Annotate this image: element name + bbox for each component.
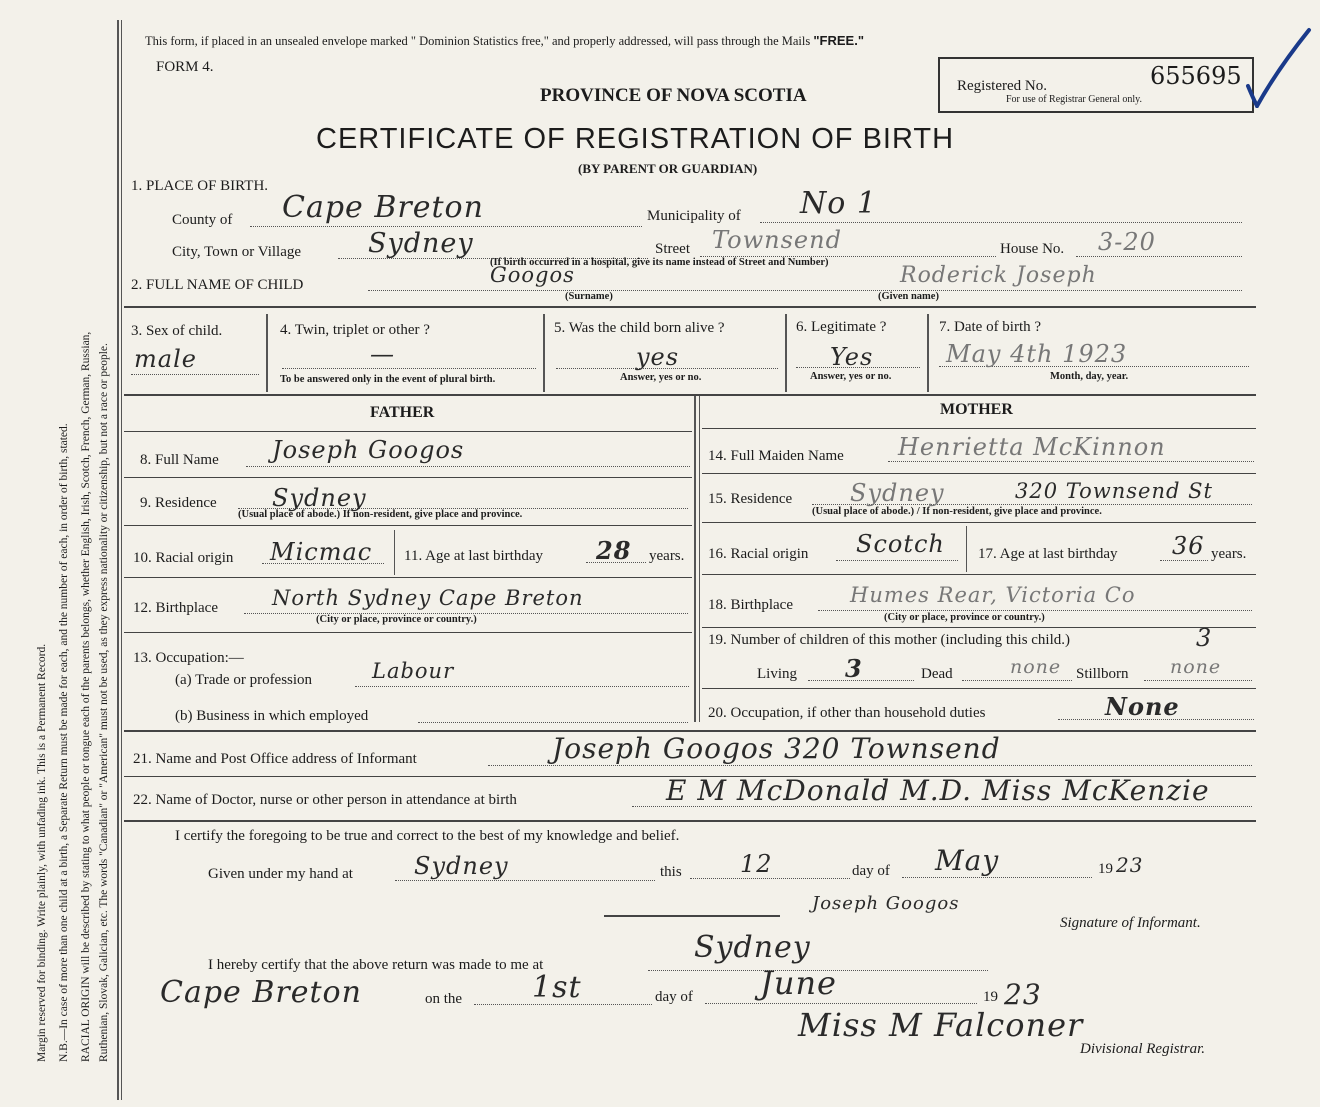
mother-residence-note: (Usual place of abode.) / If non-resident, give place and province. <box>812 506 1102 517</box>
twin-value: — <box>370 340 395 368</box>
legitimate-value: Yes <box>830 343 874 371</box>
dob-note: Month, day, year. <box>1050 371 1129 382</box>
municipality-label: Municipality of <box>647 208 741 224</box>
mother-residence-address: 320 Townsend St <box>1015 479 1213 503</box>
mother-children-value: 3 <box>1196 624 1213 652</box>
father-years-label: years. <box>649 548 685 564</box>
registrar-dayof-label: day of <box>655 989 693 1005</box>
living-label: Living <box>757 666 797 682</box>
doctor-value: E M McDonald M.D. Miss McKenzie <box>666 774 1210 807</box>
born-alive-value: yes <box>636 343 680 371</box>
county-label: County of <box>172 212 233 228</box>
stillborn-value: none <box>1170 656 1222 678</box>
father-name-label: 8. Full Name <box>140 452 219 468</box>
stillborn-label: Stillborn <box>1076 666 1129 682</box>
dob-label: 7. Date of birth ? <box>939 319 1042 335</box>
mother-years-label: years. <box>1211 546 1247 562</box>
father-residence-value: Sydney <box>272 484 367 512</box>
mother-age-value: 36 <box>1172 532 1205 560</box>
mother-name-value: Henrietta McKinnon <box>898 433 1166 461</box>
certificate-title: CERTIFICATE OF REGISTRATION OF BIRTH <box>316 123 955 155</box>
city-label: City, Town or Village <box>172 244 302 260</box>
form-number: FORM 4. <box>156 59 214 75</box>
father-birthplace-note: (City or place, province or country.) <box>316 614 477 625</box>
registrar-month-value: June <box>760 964 837 1002</box>
child-given-label: (Given name) <box>878 291 939 302</box>
mother-occupation-value: None <box>1105 692 1180 721</box>
legitimate-label: 6. Legitimate ? <box>796 319 887 335</box>
sex-label: 3. Sex of child. <box>131 323 223 339</box>
mother-children-label: 19. Number of children of this mother (including this child.) <box>708 632 1071 648</box>
registered-no-label: Registered No. <box>957 78 1047 94</box>
born-alive-label: 5. Was the child born alive ? <box>554 320 725 336</box>
father-residence-note: (Usual place of abode.) If non-resident, give place and province. <box>238 509 523 520</box>
father-business-label: (b) Business in which employed <box>175 708 369 724</box>
margin-note-nb: N.B.—In case of more than one child at a birth, a Separate Return must be made for each, and the number of each, in order of birth, stated. <box>58 423 70 1062</box>
margin-note-binding: Margin reserved for binding. Write plainly, with unfading ink. This is a Permanent Record. <box>36 643 48 1062</box>
municipality-value: No 1 <box>800 186 877 221</box>
margin-rule-inner <box>121 20 122 1100</box>
registrar-signature: Miss M Falconer <box>798 1006 1084 1044</box>
father-birthplace-value: North Sydney Cape Breton <box>272 586 584 610</box>
margin-note-racial: RACIAL ORIGIN will be described by stating to what people or tongue each of the parents belongs, whether English, Irish, Scotch, French, German, Russian, <box>80 331 92 1062</box>
mother-name-label: 14. Full Maiden Name <box>708 448 844 464</box>
mother-birthplace-label: 18. Birthplace <box>708 597 793 613</box>
informant-signature: Joseph Googos <box>812 893 960 914</box>
doctor-label: 22. Name of Doctor, nurse or other person in attendance at birth <box>133 792 517 808</box>
hospital-note: (If birth occurred in a hospital, give its name instead of Street and Number) <box>490 257 829 268</box>
child-surname-value: Googos <box>490 263 575 287</box>
registrar-place-value: Sydney <box>694 930 811 965</box>
province-heading: PROVINCE OF NOVA SCOTIA <box>540 85 807 106</box>
cert-dayof-label: day of <box>852 863 890 879</box>
certification-text: I certify the foregoing to be true and correct to the best of my knowledge and belief. <box>175 828 680 844</box>
place-of-birth-label: 1. PLACE OF BIRTH. <box>131 178 269 194</box>
child-surname-label: (Surname) <box>565 291 613 302</box>
registered-no-note: For use of Registrar General only. <box>1006 94 1142 105</box>
mother-occupation-label: 20. Occupation, if other than household duties <box>708 705 986 721</box>
legitimate-note: Answer, yes or no. <box>810 371 892 382</box>
informant-value: Joseph Googos 320 Townsend <box>552 732 1001 765</box>
street-label: Street <box>655 241 690 257</box>
registrar-year-value: 23 <box>1004 978 1042 1011</box>
mother-racial-value: Scotch <box>856 530 945 558</box>
county-value: Cape Breton <box>282 190 484 225</box>
this-label: this <box>660 864 682 880</box>
cert-month-value: May <box>935 844 1000 877</box>
given-under-label: Given under my hand at <box>208 866 353 882</box>
mother-birthplace-value: Humes Rear, Victoria Co <box>850 583 1136 607</box>
father-age-label: 11. Age at last birthday <box>404 548 543 564</box>
registered-no-value: 655695 <box>1150 62 1242 90</box>
father-racial-label: 10. Racial origin <box>133 550 234 566</box>
child-given-value: Roderick Joseph <box>900 263 1097 288</box>
given-place-value: Sydney <box>414 852 509 880</box>
mother-heading: MOTHER <box>940 401 1013 418</box>
father-racial-value: Micmac <box>270 538 373 566</box>
mother-residence-value: Sydney <box>850 479 945 507</box>
margin-note-racial-cont: Ruthenian, Slovak, Galician, etc. The words "Canadian" or "American" must not be used, as they express nationality or citizenship, but not a race or people. <box>98 343 110 1062</box>
dead-value: none <box>1010 656 1062 678</box>
mother-residence-label: 15. Residence <box>708 491 793 507</box>
house-number-value: 3-20 <box>1098 228 1156 256</box>
mother-age-label: 17. Age at last birthday <box>978 546 1118 562</box>
street-value: Townsend <box>712 226 842 254</box>
living-value: 3 <box>845 654 863 683</box>
father-heading: FATHER <box>370 404 435 421</box>
father-name-value: Joseph Googos <box>272 436 465 464</box>
father-birthplace-label: 12. Birthplace <box>133 600 218 616</box>
city-value: Sydney <box>368 228 474 259</box>
father-occupation-label: 13. Occupation:— <box>133 650 244 666</box>
margin-rule <box>117 20 119 1100</box>
born-alive-note: Answer, yes or no. <box>620 372 702 383</box>
mother-birthplace-note: (City or place, province or country.) <box>884 612 1045 623</box>
registrar-cert-text: I hereby certify that the above return was made to me at <box>208 957 544 973</box>
cert-year-value: 23 <box>1116 853 1144 877</box>
twin-label: 4. Twin, triplet or other ? <box>280 322 430 338</box>
house-number-label: House No. <box>1000 241 1065 257</box>
father-trade-label: (a) Trade or profession <box>175 672 313 688</box>
informant-label: 21. Name and Post Office address of Informant <box>133 751 417 767</box>
registrar-county-value: Cape Breton <box>160 975 362 1010</box>
mail-note: This form, if placed in an unsealed envelope marked " Dominion Statistics free," and properly addressed, will pass through the Mails "FREE." <box>145 33 864 48</box>
twin-note: To be answered only in the event of plural birth. <box>280 374 496 385</box>
registrar-label: Divisional Registrar. <box>1080 1041 1206 1057</box>
dob-value: May 4th 1923 <box>946 340 1128 368</box>
cert-year-prefix: 19 <box>1098 861 1113 877</box>
cert-day-value: 12 <box>740 850 773 878</box>
on-the-label: on the <box>425 991 463 1007</box>
informant-signature-label: Signature of Informant. <box>1060 915 1201 931</box>
dead-label: Dead <box>921 666 953 682</box>
mother-racial-label: 16. Racial origin <box>708 546 809 562</box>
checkmark-icon <box>1243 26 1313 108</box>
child-name-label: 2. FULL NAME OF CHILD <box>131 277 304 293</box>
father-residence-label: 9. Residence <box>140 495 217 511</box>
registrar-year-prefix: 19 <box>983 989 998 1005</box>
sex-value: male <box>134 345 197 373</box>
father-trade-value: Labour <box>372 659 455 683</box>
certificate-subtitle: (BY PARENT OR GUARDIAN) <box>578 161 758 176</box>
father-age-value: 28 <box>596 536 632 565</box>
registrar-day-value: 1st <box>532 970 582 1005</box>
